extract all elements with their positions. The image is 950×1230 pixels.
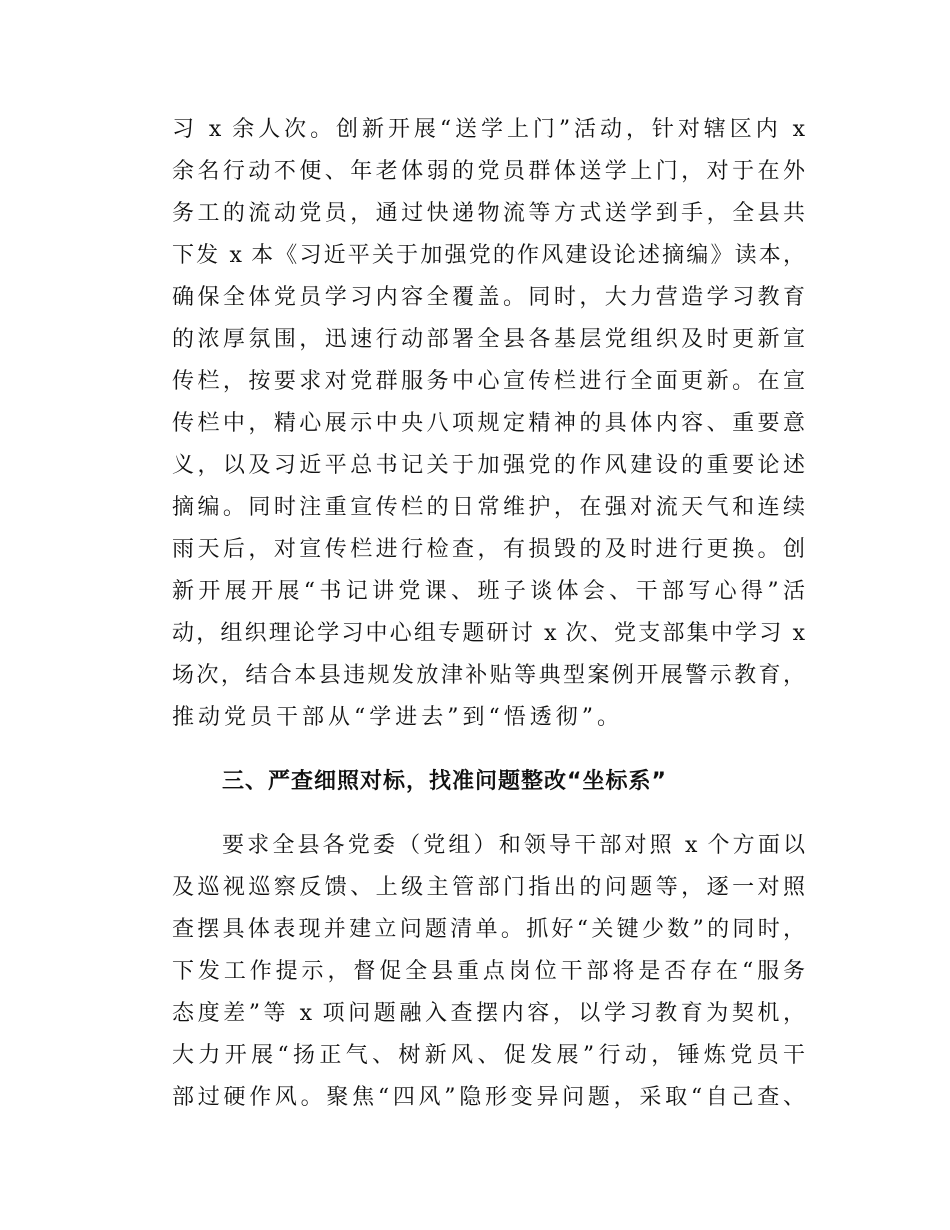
text-line: 及巡视巡察反馈、上级主管部门指出的问题等，逐一对照 [172, 875, 805, 900]
text-line: 部过硬作风。聚焦“四风”隐形变异问题，采取“自己查、 [172, 1085, 805, 1110]
text-line: 下发工作提示，督促全县重点岗位干部将是否存在“服务 [172, 959, 805, 984]
text-line: 动，组织理论学习中心组专题研讨 x 次、党支部集中学习 x [172, 621, 805, 646]
text-line: 传栏，按要求对党群服务中心宣传栏进行全面更新。在宣 [172, 369, 805, 394]
text-line: 的浓厚氛围，迅速行动部署全县各基层党组织及时更新宣 [172, 327, 805, 352]
text-line: 态度差”等 x 项问题融入查摆内容，以学习教育为契机， [172, 1001, 805, 1026]
text-line: 余名行动不便、年老体弱的党员群体送学上门，对于在外 [172, 159, 805, 184]
section-heading: 三、严查细照对标，找准问题整改“坐标系” [222, 769, 667, 794]
text-line: 确保全体党员学习内容全覆盖。同时，大力营造学习教育 [172, 285, 805, 310]
text-line: 场次，结合本县违规发放津补贴等典型案例开展警示教育， [172, 663, 805, 688]
text-line: 查摆具体表现并建立问题清单。抓好“关键少数”的同时， [172, 917, 805, 942]
text-line: 摘编。同时注重宣传栏的日常维护，在强对流天气和连续 [172, 495, 805, 520]
text-line: 传栏中，精心展示中央八项规定精神的具体内容、重要意 [172, 411, 805, 436]
text-line: 雨天后，对宣传栏进行检查，有损毁的及时进行更换。创 [172, 537, 805, 562]
text-line: 大力开展“扬正气、树新风、促发展”行动，锤炼党员干 [172, 1043, 805, 1068]
text-line: 务工的流动党员，通过快递物流等方式送学到手，全县共 [172, 201, 805, 226]
text-line: 要求全县各党委（党组）和领导干部对照 x 个方面以 [222, 833, 805, 858]
text-line: 义，以及习近平总书记关于加强党的作风建设的重要论述 [172, 453, 805, 478]
text-line: 推动党员干部从“学进去”到“悟透彻”。 [172, 705, 623, 730]
text-line: 习 x 余人次。创新开展“送学上门”活动，针对辖区内 x [172, 117, 805, 142]
text-line: 新开展开展“书记讲党课、班子谈体会、干部写心得”活 [172, 579, 805, 604]
text-line: 下发 x 本《习近平关于加强党的作风建设论述摘编》读本， [172, 243, 805, 268]
